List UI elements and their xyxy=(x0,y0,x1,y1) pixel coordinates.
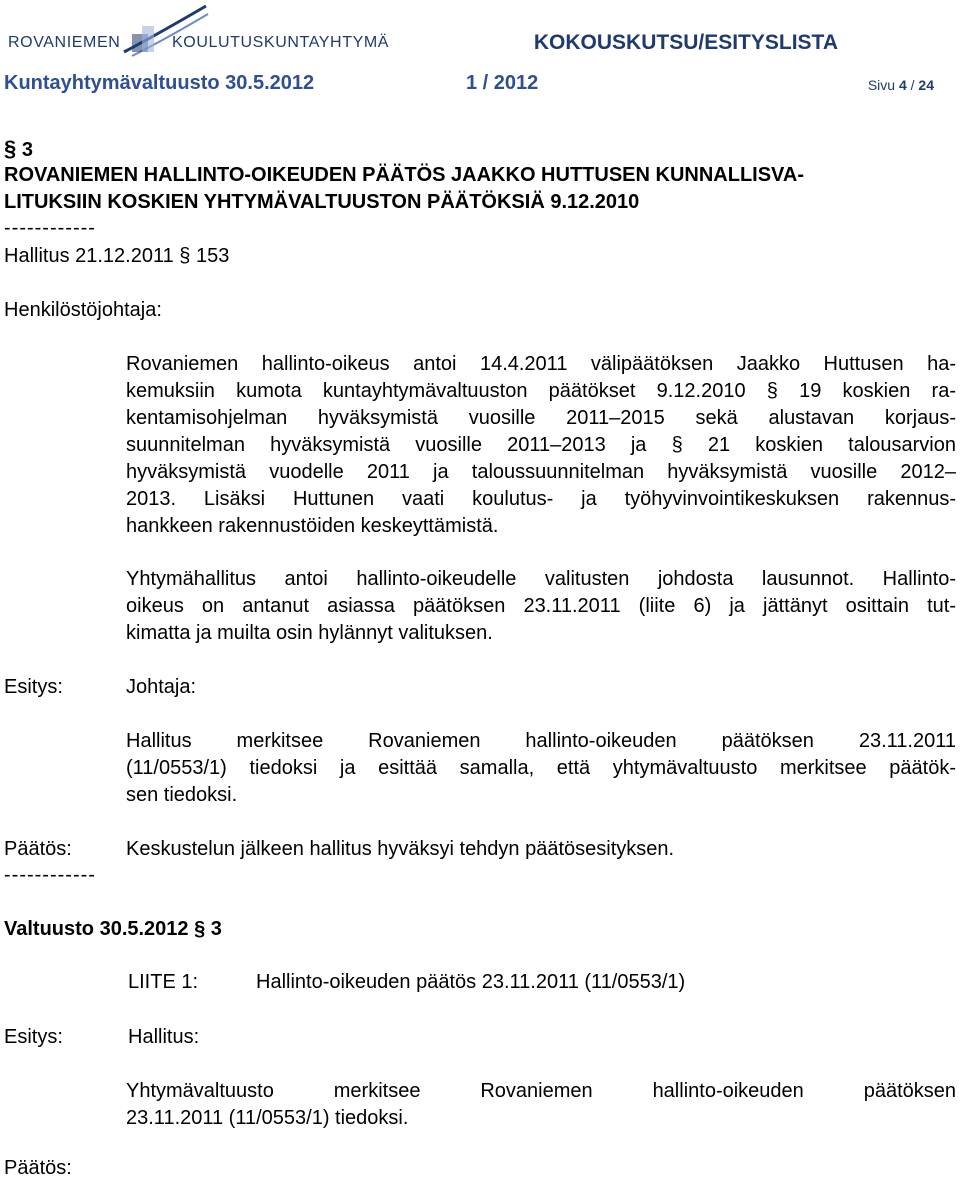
paragraph-line: 2013. Lisäksi Huttunen vaati koulutus- ja työhyvinvointikeskuksen rakennus- xyxy=(126,488,956,510)
liite-text: Hallinto-oikeuden päätös 23.11.2011 (11/0553/1) xyxy=(256,971,686,993)
paragraph-line: Yhtymävaltuusto merkitsee Rovaniemen hallinto-oikeuden päätöksen xyxy=(126,1080,956,1102)
logo-left-text: ROVANIEMEN xyxy=(8,34,121,51)
paragraph-line: kemuksiin kumota kuntayhtymävaltuuston päätökset 9.12.2010 § 19 koskien ra- xyxy=(126,380,956,402)
hallitus-label: Hallitus: xyxy=(128,1026,200,1048)
paragraph-line: oikeus on antanut asiassa päätöksen 23.11.2011 (liite 6) ja jättänyt osittain tut- xyxy=(126,595,956,617)
item-title-line-2: LITUKSIIN KOSKIEN YHTYMÄVALTUUSTON PÄÄTÖKSIÄ 9.12.2010 xyxy=(4,191,640,213)
paragraph-line: suunnitelman hyväksymistä vuosille 2011–2013 ja § 21 koskien talousarvion xyxy=(126,434,956,456)
paatos-label: Päätös: xyxy=(4,838,72,860)
paragraph-line: Rovaniemen hallinto-oikeus antoi 14.4.2011 välipäätöksen Jaakko Huttusen ha- xyxy=(126,353,956,375)
hallitus-reference: Hallitus 21.12.2011 § 153 xyxy=(4,245,230,267)
item-number xyxy=(4,135,33,164)
paragraph-line: (11/0553/1) tiedoksi ja esittää samalla, että yhtymävaltuusto merkitsee päätök- xyxy=(126,757,956,779)
paragraph-line: kimatta ja muilta osin hylännyt valituksen. xyxy=(126,622,493,644)
paragraph-line: sen tiedoksi. xyxy=(126,784,238,806)
paragraph-line: kentamisohjelman hyväksymistä vuosille 2011–2015 sekä alustavan korjaus- xyxy=(126,407,956,429)
document-type: KOKOUSKUTSU/ESITYSLISTA xyxy=(533,31,838,54)
section-symbol: § xyxy=(4,136,17,161)
author-label: Henkilöstöjohtaja: xyxy=(4,299,162,321)
paatos-text: Keskustelun jälkeen hallitus hyväksyi tehdyn päätösesityksen. xyxy=(126,838,675,860)
paragraph-line: hankkeen rakennustöiden keskeyttämistä. xyxy=(126,515,499,537)
liite-label: LIITE 1: xyxy=(128,971,199,993)
meeting-title: Kuntayhtymävaltuusto 30.5.2012 xyxy=(4,72,315,94)
separator: ------------ xyxy=(4,217,96,239)
proposal-paragraph xyxy=(126,728,956,809)
paragraph-line: Yhtymähallitus antoi hallinto-oikeudelle valitusten johdosta lausunnot. Hallinto- xyxy=(126,568,956,590)
paatos-2-label: Päätös: xyxy=(4,1157,72,1179)
valtuusto-proposal-paragraph xyxy=(126,1078,956,1132)
page-current: 4 xyxy=(898,77,907,93)
paragraph-line: hyväksymistä vuodelle 2011 ja taloussuunnitelman hyväksymistä vuosille 2012– xyxy=(126,461,956,483)
page-label: Sivu xyxy=(867,77,896,93)
background-paragraph xyxy=(126,351,956,540)
statement-paragraph xyxy=(126,566,956,647)
meeting-number: 1 / 2012 xyxy=(466,72,539,94)
item-title-line-1: ROVANIEMEN HALLINTO-OIKEUDEN PÄÄTÖS JAAKKO HUTTUSEN KUNNALLISVA- xyxy=(4,164,805,186)
separator-2: ------------ xyxy=(4,864,96,886)
page-separator: / xyxy=(910,77,915,93)
paragraph-line: Hallitus merkitsee Rovaniemen hallinto-oikeuden päätöksen 23.11.2011 xyxy=(126,730,956,752)
item-number-value: 3 xyxy=(21,139,33,161)
esitys-2-label: Esitys: xyxy=(4,1026,63,1048)
esitys-label: Esitys: xyxy=(4,676,63,698)
johtaja-label: Johtaja: xyxy=(126,676,197,698)
valtuusto-reference: Valtuusto 30.5.2012 § 3 xyxy=(4,918,222,940)
page-total: 24 xyxy=(918,77,934,93)
paragraph-line: 23.11.2011 (11/0553/1) tiedoksi. xyxy=(126,1107,409,1129)
logo-right-text: KOULUTUSKUNTAYHTYMÄ xyxy=(172,34,390,51)
page-indicator xyxy=(868,77,934,93)
